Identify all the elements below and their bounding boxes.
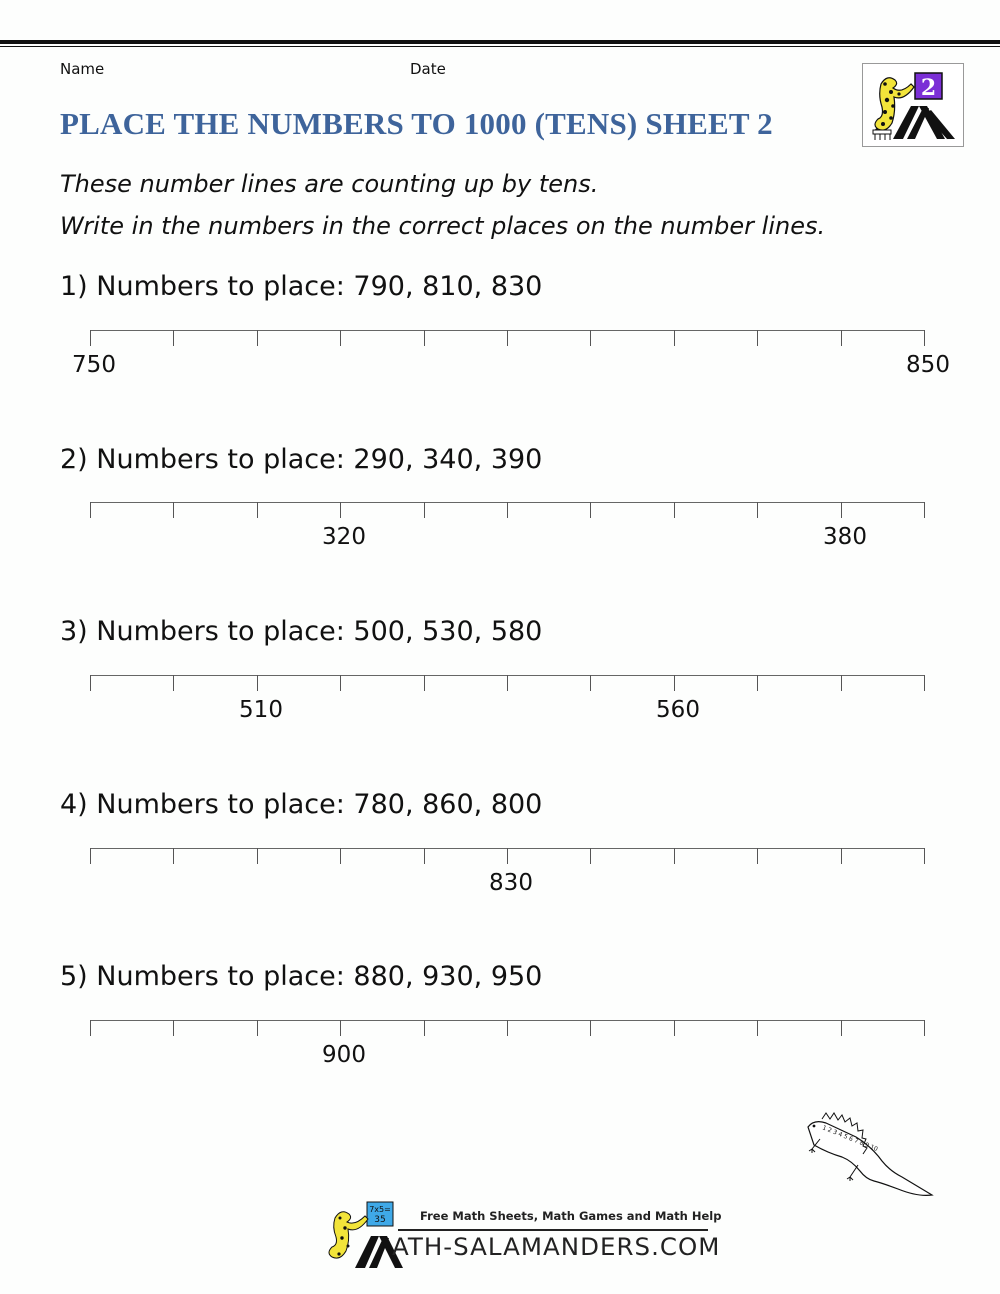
number-line-tick [757,330,758,346]
number-line-5 [90,1020,924,1080]
number-line-tick [424,502,425,518]
svg-text:7x5=: 7x5= [369,1205,391,1214]
svg-text:2: 2 [920,75,937,101]
question-2-prompt: 2) Numbers to place: 290, 340, 390 [60,444,543,475]
question-4-prompt: 4) Numbers to place: 780, 860, 800 [60,789,543,820]
number-line-tick [841,502,842,518]
number-line-tick [507,848,508,864]
number-line-tick [757,502,758,518]
number-line-tick [340,330,341,346]
number-line-tick [173,330,174,346]
number-line-tick [841,675,842,691]
instruction-line-2: Write in the numbers in the correct places on the number lines. [60,212,826,240]
salamander-grade-logo [862,63,964,147]
top-border-thick [0,40,1000,44]
number-line-tick [674,848,675,864]
number-line-tick [90,330,91,346]
tick-value-label: 900 [322,1042,366,1068]
number-line-tick [590,675,591,691]
tick-value-label: 560 [656,697,700,723]
number-line-tick [590,330,591,346]
number-line-tick [257,330,258,346]
date-label: Date [410,60,446,78]
question-5-prompt: 5) Numbers to place: 880, 930, 950 [60,961,543,992]
number-line-tick [757,675,758,691]
number-line-tick [424,675,425,691]
tick-value-label: 320 [322,524,366,550]
number-line-tick [340,1020,341,1036]
salamander-drawing-icon [800,1105,940,1200]
number-line-tick [841,330,842,346]
number-line-tick [841,848,842,864]
number-line-tick [424,848,425,864]
number-line-tick [424,1020,425,1036]
svg-text:1 2 3 4 5 6 7 8 9 10: 1 2 3 4 5 6 7 8 9 10 [821,1124,879,1154]
number-line-tick [924,330,925,346]
number-line-tick [757,848,758,864]
number-line-tick [90,502,91,518]
number-line-tick [340,848,341,864]
number-line-1 [72,330,950,390]
number-line-tick [424,330,425,346]
number-line-tick [507,1020,508,1036]
top-border-thin [0,46,1000,47]
number-line-tick [173,1020,174,1036]
number-line-tick [674,330,675,346]
tick-value-label: 830 [489,870,533,896]
footer-brand-name: ATH-SALAMANDERS.COM [392,1233,721,1261]
number-line-tick [257,848,258,864]
worksheet-title: PLACE THE NUMBERS TO 1000 (TENS) SHEET 2 [60,106,773,141]
number-line-tick [173,848,174,864]
number-line-tick [340,502,341,518]
number-line-tick [257,502,258,518]
number-line-tick [507,330,508,346]
footer-tagline: Free Math Sheets, Math Games and Math Help [420,1209,722,1223]
footer-divider [398,1229,708,1231]
name-label: Name [60,60,105,78]
number-line-tick [674,502,675,518]
tick-value-label: 510 [239,697,283,723]
number-line-tick [674,1020,675,1036]
number-line-3 [90,675,924,735]
number-line-tick [590,1020,591,1036]
tick-value-label: 380 [823,524,867,550]
salamander-logo-icon [863,64,963,146]
number-line-4 [90,848,924,908]
number-line-tick [173,675,174,691]
number-line-tick [173,502,174,518]
number-line-tick [257,1020,258,1036]
number-line-tick [90,1020,91,1036]
number-line-tick [924,1020,925,1036]
number-line-tick [924,848,925,864]
svg-text:35: 35 [374,1215,386,1225]
number-line-tick [924,675,925,691]
question-1-prompt: 1) Numbers to place: 790, 810, 830 [60,271,543,302]
number-line-tick [507,502,508,518]
tick-value-label: 850 [906,352,950,378]
number-line-tick [924,502,925,518]
number-line-tick [90,848,91,864]
number-line-tick [507,675,508,691]
number-line-tick [590,848,591,864]
number-line-tick [757,1020,758,1036]
number-line-tick [841,1020,842,1036]
number-line-tick [674,675,675,691]
number-line-tick [90,675,91,691]
number-line-tick [590,502,591,518]
number-line-tick [340,675,341,691]
instruction-line-1: These number lines are counting up by tens. [60,170,599,198]
tick-value-label: 750 [72,352,116,378]
number-line-2 [90,502,924,562]
number-line-tick [257,675,258,691]
question-3-prompt: 3) Numbers to place: 500, 530, 580 [60,616,543,647]
